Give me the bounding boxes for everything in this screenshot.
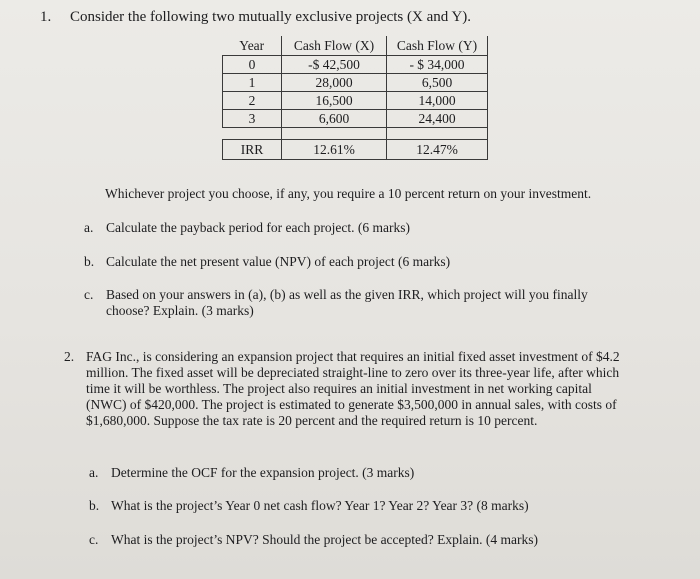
part-text: What is the project’s NPV? Should the project be accepted? Explain. (4 marks) xyxy=(111,532,538,547)
question-2-text: FAG Inc., is considering an expansion project that requires an initial fixed asset investment of $4.2 million. The fixed asset will be depreciated straight-line to zero over its three-year life, after which time it will be worthless. The project also requires an initial investment in net working capital (NWC) of $420,000. The project is estimated to generate $3,500,000 in annual sales, with costs of $1,680,000. Suppose the tax rate is 20 percent and the required return is 10 percent. xyxy=(86,349,620,428)
header-cash-flow-x: Cash Flow (X) xyxy=(282,36,387,56)
cash-flow-y-cell: - $ 34,000 xyxy=(387,56,488,74)
part-text: Calculate the payback period for each project. (6 marks) xyxy=(106,220,410,235)
header-year: Year xyxy=(223,36,282,56)
question-2 xyxy=(64,349,634,429)
irr-x: 12.61% xyxy=(282,140,387,160)
table-row xyxy=(223,56,488,74)
part-text: Calculate the net present value (NPV) of each project (6 marks) xyxy=(106,254,451,269)
q2-part-b xyxy=(89,498,529,514)
cash-flow-y-cell: 14,000 xyxy=(387,92,488,110)
cash-flow-y-cell: 24,400 xyxy=(387,110,488,128)
q1-part-c xyxy=(84,287,632,319)
irr-y: 12.47% xyxy=(387,140,488,160)
cash-flow-x-cell: -$ 42,500 xyxy=(282,56,387,74)
q2-part-c xyxy=(89,532,538,548)
cash-flow-y-cell: 6,500 xyxy=(387,74,488,92)
cash-flow-x-cell: 6,600 xyxy=(282,110,387,128)
part-label: b. xyxy=(89,498,100,513)
cash-flow-x-cell: 28,000 xyxy=(282,74,387,92)
q1-part-a xyxy=(84,220,410,236)
irr-row xyxy=(223,140,488,160)
part-label: c. xyxy=(84,287,94,302)
header-cash-flow-y: Cash Flow (Y) xyxy=(387,36,488,56)
table-row xyxy=(223,74,488,92)
year-cell: 3 xyxy=(223,110,282,128)
year-cell: 2 xyxy=(223,92,282,110)
required-return-statement: Whichever project you choose, if any, you require a 10 percent return on your investment. xyxy=(105,186,592,201)
part-label: c. xyxy=(89,532,99,547)
table-spacer-row xyxy=(223,128,488,140)
question-1-heading xyxy=(40,9,471,26)
table-header-row xyxy=(223,36,488,56)
cash-flow-x-cell: 16,500 xyxy=(282,92,387,110)
year-cell: 1 xyxy=(223,74,282,92)
question-1-text: Consider the following two mutually exclusive projects (X and Y). xyxy=(70,9,472,25)
irr-label: IRR xyxy=(223,140,282,160)
part-label: b. xyxy=(84,254,95,269)
q2-part-a xyxy=(89,465,414,481)
year-cell: 0 xyxy=(223,56,282,74)
question-1-number: 1. xyxy=(40,9,52,25)
question-2-number: 2. xyxy=(64,349,75,364)
part-text: What is the project’s Year 0 net cash flow? Year 1? Year 2? Year 3? (8 marks) xyxy=(111,498,529,513)
part-label: a. xyxy=(89,465,99,480)
part-text: Determine the OCF for the expansion project. (3 marks) xyxy=(111,465,415,480)
table-row xyxy=(223,110,488,128)
q1-part-b xyxy=(84,254,450,270)
cash-flow-table xyxy=(222,36,488,160)
table-row xyxy=(223,92,488,110)
part-text: Based on your answers in (a), (b) as well as the given IRR, which project will you finally choose? Explain. (3 marks) xyxy=(106,287,588,318)
part-label: a. xyxy=(84,220,94,235)
